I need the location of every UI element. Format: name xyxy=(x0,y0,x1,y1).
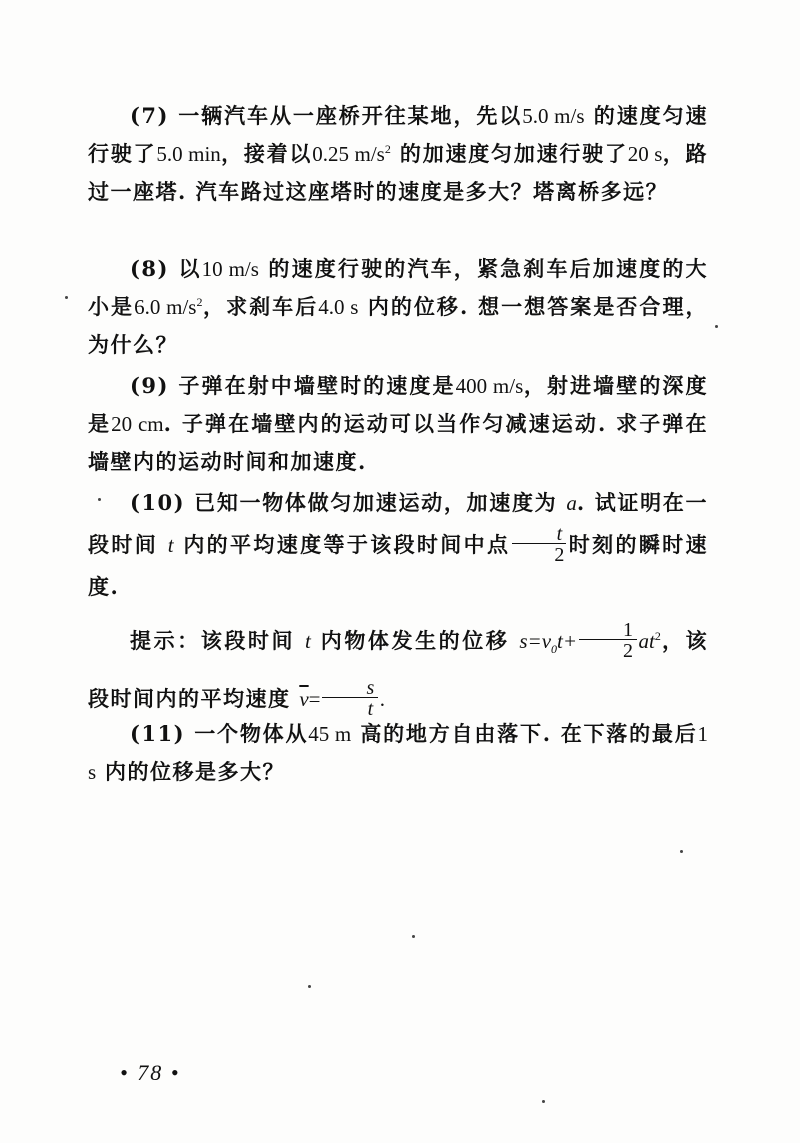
problem-8: (8) 以10 m/s 的速度行驶的汽车，紧急刹车后加速度的大小是6.0 $m/s^2$，求刹车后4.0 s 内的位移. 想一想答案是否合理，为什么？ xyxy=(88,256,709,357)
scan-speck xyxy=(715,325,718,328)
problem-number: (10) xyxy=(130,490,186,515)
hint: 提示：该段时间 t 内物体发生的位移 $s=v_0t+$ $\frac{1}{2}$ $at^2$，该段时间内的平均速度 $\overline{v}=$ $\frac{s}{t}$ . xyxy=(88,619,709,720)
scan-speck xyxy=(98,498,101,501)
problem-7: (7) 一辆汽车从一座桥开往某地，先以5.0 m/s 的速度匀速行驶了5.0 min，接着以0.25 $m/s^2$ 的加速度匀加速行驶了20 s，路过一座塔. 汽车路过这座塔时的速度是多大？塔离桥多远？ xyxy=(88,103,709,204)
scan-speck xyxy=(308,985,311,988)
fraction-one-half: $\frac{1}{2}$ xyxy=(579,621,637,660)
formula-displacement: $s=v_0t+$ xyxy=(519,629,578,657)
problem-9: (9) 子弹在射中墙壁时的速度是400 m/s，射进墙壁的深度是20 cm. 子弹在墙壁内的运动可以当作匀减速运动. 求子弹在墙壁内的运动时间和加速度. xyxy=(88,373,709,474)
fraction-t-over-2: $\frac{t}{2}$ xyxy=(512,525,566,564)
problem-number: (7) xyxy=(130,103,169,128)
scan-speck xyxy=(65,296,68,299)
hint-label: 提示： xyxy=(130,628,201,653)
page-number: • 78 • xyxy=(120,1060,181,1085)
fraction-s-over-t: $\frac{s}{t}$ xyxy=(322,679,377,718)
problem-number: (9) xyxy=(130,373,169,398)
problem-number: (11) xyxy=(130,721,186,746)
scan-speck xyxy=(412,935,415,938)
problem-11: (11) 一个物体从45 m 高的地方自由落下. 在下落的最后1 s 内的位移是多大？ xyxy=(88,721,709,784)
problem-10: (10) 已知一物体做匀加速运动，加速度为 a. 试证明在一段时间 t 内的平均速度等于该段时间中点 $\frac{t}{2}$ 时刻的瞬时速度. xyxy=(88,490,709,599)
problem-number: (8) xyxy=(130,256,169,281)
scan-speck xyxy=(542,1100,545,1103)
scan-speck xyxy=(680,850,683,853)
